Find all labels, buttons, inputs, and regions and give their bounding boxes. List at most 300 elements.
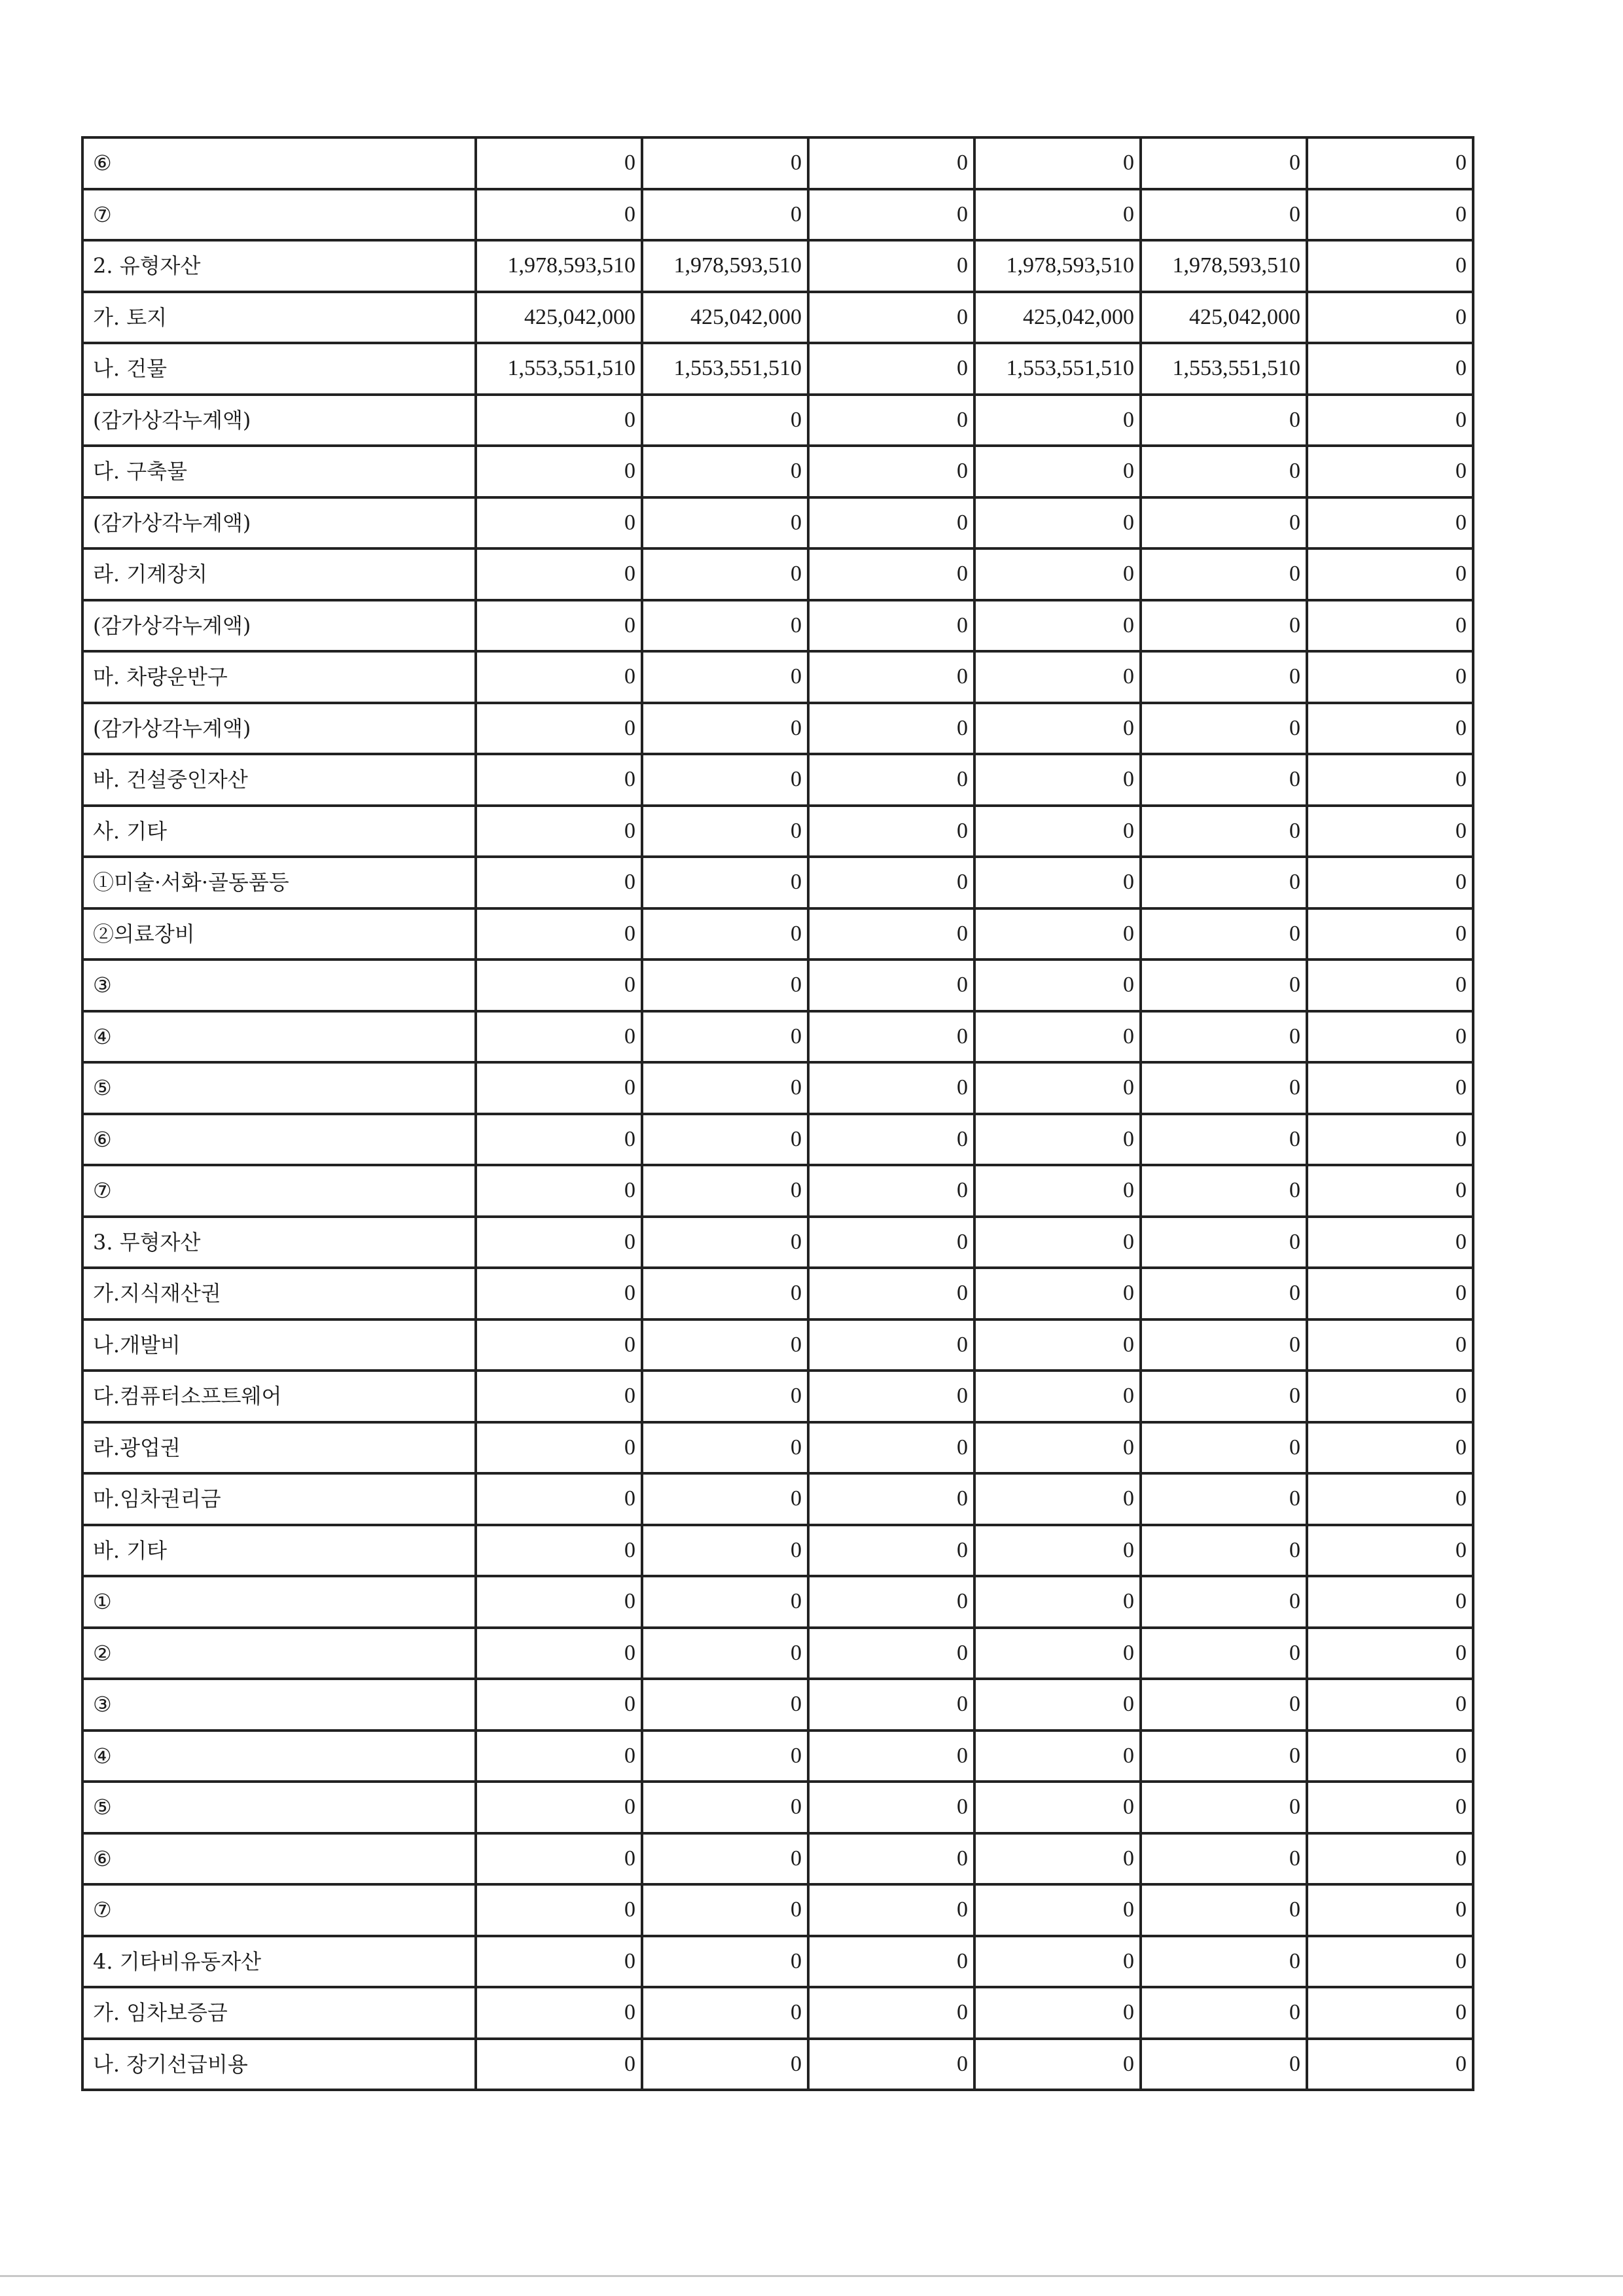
amount-cell: 0 [808, 1371, 974, 1422]
amount-cell: 0 [1307, 1884, 1473, 1936]
amount-cell: 0 [974, 908, 1141, 960]
row-label: ③ [82, 960, 476, 1011]
row-label: (감가상각누계액) [82, 497, 476, 549]
amount-cell: 0 [642, 1319, 808, 1371]
amount-cell: 0 [642, 395, 808, 446]
amount-cell: 0 [808, 548, 974, 600]
amount-cell: 0 [1307, 1165, 1473, 1217]
row-label: ④ [82, 1011, 476, 1063]
amount-cell: 0 [808, 1782, 974, 1833]
amount-cell: 0 [642, 548, 808, 600]
amount-cell: 0 [808, 189, 974, 241]
amount-cell: 0 [476, 1371, 642, 1422]
amount-cell: 0 [1307, 1473, 1473, 1525]
amount-cell: 0 [808, 343, 974, 395]
amount-cell: 0 [808, 2039, 974, 2090]
table-row [82, 1987, 1473, 2039]
row-label: 라.광업권 [82, 1422, 476, 1474]
amount-cell: 0 [1307, 1217, 1473, 1268]
amount-cell: 0 [642, 1987, 808, 2039]
amount-cell: 0 [642, 908, 808, 960]
row-label: 나. 장기선급비용 [82, 2039, 476, 2090]
amount-cell: 0 [642, 1679, 808, 1731]
amount-cell: 0 [1307, 1833, 1473, 1885]
table-row [82, 497, 1473, 549]
amount-cell: 0 [1307, 1525, 1473, 1577]
table-row [82, 2039, 1473, 2090]
amount-cell: 0 [1307, 1731, 1473, 1782]
amount-cell: 0 [1307, 806, 1473, 857]
amount-cell: 0 [974, 1422, 1141, 1474]
amount-cell: 0 [974, 703, 1141, 755]
amount-cell: 0 [808, 754, 974, 806]
row-label: 바. 건설중인자산 [82, 754, 476, 806]
amount-cell: 0 [642, 189, 808, 241]
row-label: ①미술·서화·골동품등 [82, 857, 476, 908]
amount-cell: 0 [974, 1833, 1141, 1885]
amount-cell: 0 [476, 1833, 642, 1885]
amount-cell: 0 [1141, 1525, 1307, 1577]
amount-cell: 0 [1141, 1268, 1307, 1319]
amount-cell: 0 [476, 1576, 642, 1628]
amount-cell: 0 [808, 1319, 974, 1371]
amount-cell: 0 [974, 1165, 1141, 1217]
table-row [82, 1833, 1473, 1885]
amount-cell: 0 [1141, 754, 1307, 806]
amount-cell: 0 [1307, 1628, 1473, 1679]
amount-cell: 0 [1141, 1884, 1307, 1936]
row-label: ⑤ [82, 1782, 476, 1833]
amount-cell: 0 [642, 1011, 808, 1063]
amount-cell: 0 [974, 2039, 1141, 2090]
amount-cell: 0 [476, 497, 642, 549]
amount-cell: 0 [808, 1062, 974, 1114]
amount-cell: 0 [974, 600, 1141, 652]
amount-cell: 0 [808, 1679, 974, 1731]
row-label: ⑥ [82, 137, 476, 189]
table-row [82, 395, 1473, 446]
amount-cell: 1,553,551,510 [642, 343, 808, 395]
amount-cell: 0 [476, 2039, 642, 2090]
amount-cell: 0 [476, 548, 642, 600]
amount-cell: 0 [808, 1473, 974, 1525]
amount-cell: 0 [1141, 651, 1307, 703]
amount-cell: 0 [642, 1731, 808, 1782]
amount-cell: 0 [974, 1114, 1141, 1166]
amount-cell: 0 [476, 600, 642, 652]
amount-cell: 0 [1141, 600, 1307, 652]
amount-cell: 0 [1141, 1062, 1307, 1114]
amount-cell: 0 [1307, 754, 1473, 806]
table-row [82, 908, 1473, 960]
amount-cell: 0 [1141, 1987, 1307, 2039]
amount-cell: 0 [642, 1268, 808, 1319]
row-label: ③ [82, 1679, 476, 1731]
table-row [82, 1628, 1473, 1679]
amount-cell: 0 [1307, 1011, 1473, 1063]
amount-cell: 0 [974, 1268, 1141, 1319]
amount-cell: 0 [808, 1217, 974, 1268]
amount-cell: 0 [642, 1936, 808, 1988]
row-label: ② [82, 1628, 476, 1679]
row-label: 다.컴퓨터소프트웨어 [82, 1371, 476, 1422]
amount-cell: 0 [1307, 1936, 1473, 1988]
amount-cell: 425,042,000 [476, 292, 642, 344]
amount-cell: 0 [476, 651, 642, 703]
amount-cell: 0 [974, 1319, 1141, 1371]
amount-cell: 0 [1307, 497, 1473, 549]
amount-cell: 0 [974, 960, 1141, 1011]
table-row [82, 1319, 1473, 1371]
amount-cell: 0 [1307, 1679, 1473, 1731]
amount-cell: 0 [642, 1422, 808, 1474]
amount-cell: 0 [476, 1628, 642, 1679]
amount-cell: 0 [1307, 1422, 1473, 1474]
table-row [82, 1936, 1473, 1988]
amount-cell: 0 [1141, 1473, 1307, 1525]
table-row [82, 1679, 1473, 1731]
amount-cell: 0 [1141, 908, 1307, 960]
table-row [82, 292, 1473, 344]
table-row [82, 1011, 1473, 1063]
amount-cell: 0 [476, 1884, 642, 1936]
amount-cell: 0 [642, 1114, 808, 1166]
table-row [82, 703, 1473, 755]
amount-cell: 0 [1141, 1371, 1307, 1422]
row-label: ⑦ [82, 189, 476, 241]
row-label: 2. 유형자산 [82, 240, 476, 292]
amount-cell: 0 [1141, 960, 1307, 1011]
row-label: 라. 기계장치 [82, 548, 476, 600]
amount-cell: 0 [974, 1731, 1141, 1782]
amount-cell: 0 [1307, 651, 1473, 703]
amount-cell: 0 [1307, 1268, 1473, 1319]
amount-cell: 0 [808, 395, 974, 446]
table-row [82, 1731, 1473, 1782]
amount-cell: 0 [1141, 1576, 1307, 1628]
amount-cell: 0 [1141, 806, 1307, 857]
row-label: 다. 구축물 [82, 446, 476, 497]
amount-cell: 0 [808, 1268, 974, 1319]
amount-cell: 0 [1141, 548, 1307, 600]
amount-cell: 0 [476, 806, 642, 857]
row-label: (감가상각누계액) [82, 703, 476, 755]
financial-statement-table [81, 136, 1474, 2091]
amount-cell: 0 [642, 1371, 808, 1422]
amount-cell: 0 [476, 1319, 642, 1371]
amount-cell: 0 [1307, 1062, 1473, 1114]
amount-cell: 0 [642, 703, 808, 755]
table-row [82, 1525, 1473, 1577]
amount-cell: 0 [1307, 908, 1473, 960]
amount-cell: 0 [642, 1628, 808, 1679]
amount-cell: 0 [1141, 1422, 1307, 1474]
amount-cell: 0 [1307, 446, 1473, 497]
amount-cell: 0 [1307, 857, 1473, 908]
amount-cell: 0 [1141, 1782, 1307, 1833]
amount-cell: 0 [476, 703, 642, 755]
table-row [82, 1782, 1473, 1833]
amount-cell: 0 [1141, 1114, 1307, 1166]
amount-cell: 0 [642, 1525, 808, 1577]
table-row [82, 1473, 1473, 1525]
amount-cell: 0 [974, 548, 1141, 600]
table-row [82, 1165, 1473, 1217]
amount-cell: 1,978,593,510 [1141, 240, 1307, 292]
amount-cell: 0 [476, 189, 642, 241]
amount-cell: 0 [974, 651, 1141, 703]
amount-cell: 0 [476, 1936, 642, 1988]
amount-cell: 0 [1307, 1576, 1473, 1628]
row-label: ⑥ [82, 1833, 476, 1885]
amount-cell: 1,553,551,510 [476, 343, 642, 395]
amount-cell: 0 [1141, 2039, 1307, 2090]
table-row [82, 1884, 1473, 1936]
table-row [82, 137, 1473, 189]
amount-cell: 0 [974, 1473, 1141, 1525]
amount-cell: 0 [808, 446, 974, 497]
row-label: 나.개발비 [82, 1319, 476, 1371]
amount-cell: 0 [642, 806, 808, 857]
amount-cell: 1,553,551,510 [974, 343, 1141, 395]
amount-cell: 0 [642, 1473, 808, 1525]
amount-cell: 0 [974, 189, 1141, 241]
amount-cell: 0 [1307, 1371, 1473, 1422]
row-label: ②의료장비 [82, 908, 476, 960]
amount-cell: 0 [1307, 189, 1473, 241]
table-row [82, 343, 1473, 395]
amount-cell: 0 [642, 137, 808, 189]
amount-cell: 1,978,593,510 [974, 240, 1141, 292]
row-label: 사. 기타 [82, 806, 476, 857]
amount-cell: 0 [1141, 1319, 1307, 1371]
amount-cell: 0 [642, 1782, 808, 1833]
amount-cell: 0 [476, 908, 642, 960]
amount-cell: 0 [642, 960, 808, 1011]
amount-cell: 0 [974, 1936, 1141, 1988]
amount-cell: 0 [974, 137, 1141, 189]
amount-cell: 0 [1141, 137, 1307, 189]
amount-cell: 0 [1307, 1114, 1473, 1166]
amount-cell: 0 [974, 395, 1141, 446]
row-label: ⑦ [82, 1884, 476, 1936]
amount-cell: 0 [1307, 1782, 1473, 1833]
amount-cell: 0 [974, 1576, 1141, 1628]
table-row [82, 960, 1473, 1011]
amount-cell: 0 [476, 960, 642, 1011]
amount-cell: 0 [1141, 1731, 1307, 1782]
amount-cell: 0 [974, 857, 1141, 908]
amount-cell: 0 [974, 1679, 1141, 1731]
table-row [82, 806, 1473, 857]
amount-cell: 0 [808, 806, 974, 857]
amount-cell: 0 [1307, 600, 1473, 652]
amount-cell: 0 [1141, 1679, 1307, 1731]
amount-cell: 0 [476, 1011, 642, 1063]
amount-cell: 0 [808, 1114, 974, 1166]
amount-cell: 425,042,000 [642, 292, 808, 344]
amount-cell: 0 [1141, 395, 1307, 446]
row-label: ① [82, 1576, 476, 1628]
amount-cell: 0 [1307, 395, 1473, 446]
amount-cell: 0 [808, 651, 974, 703]
amount-cell: 1,553,551,510 [1141, 343, 1307, 395]
amount-cell: 0 [476, 1165, 642, 1217]
amount-cell: 0 [1141, 497, 1307, 549]
table-row [82, 1371, 1473, 1422]
amount-cell: 0 [642, 1576, 808, 1628]
table-row [82, 189, 1473, 241]
row-label: 가. 임차보증금 [82, 1987, 476, 2039]
row-label: ⑥ [82, 1114, 476, 1166]
amount-cell: 0 [1307, 1319, 1473, 1371]
table-body [82, 137, 1473, 2090]
amount-cell: 0 [974, 1371, 1141, 1422]
amount-cell: 0 [808, 857, 974, 908]
amount-cell: 0 [642, 2039, 808, 2090]
amount-cell: 0 [808, 1165, 974, 1217]
amount-cell: 0 [808, 1884, 974, 1936]
amount-cell: 0 [974, 754, 1141, 806]
amount-cell: 0 [1307, 548, 1473, 600]
amount-cell: 0 [642, 651, 808, 703]
amount-cell: 0 [808, 497, 974, 549]
amount-cell: 0 [974, 497, 1141, 549]
amount-cell: 0 [642, 1217, 808, 1268]
amount-cell: 0 [808, 960, 974, 1011]
amount-cell: 0 [808, 292, 974, 344]
row-label: ⑤ [82, 1062, 476, 1114]
amount-cell: 0 [808, 1576, 974, 1628]
amount-cell: 0 [974, 1525, 1141, 1577]
amount-cell: 0 [1307, 960, 1473, 1011]
table-row [82, 754, 1473, 806]
amount-cell: 0 [642, 600, 808, 652]
table-row [82, 240, 1473, 292]
amount-cell: 0 [974, 1062, 1141, 1114]
amount-cell: 0 [476, 395, 642, 446]
amount-cell: 0 [1141, 1217, 1307, 1268]
amount-cell: 0 [974, 446, 1141, 497]
amount-cell: 0 [1307, 703, 1473, 755]
amount-cell: 0 [808, 908, 974, 960]
amount-cell: 0 [642, 1884, 808, 1936]
amount-cell: 0 [476, 1782, 642, 1833]
row-label: 나. 건물 [82, 343, 476, 395]
amount-cell: 0 [808, 1833, 974, 1885]
amount-cell: 0 [974, 1217, 1141, 1268]
amount-cell: 425,042,000 [974, 292, 1141, 344]
amount-cell: 0 [974, 1782, 1141, 1833]
amount-cell: 0 [1307, 1987, 1473, 2039]
amount-cell: 0 [1141, 1833, 1307, 1885]
row-label: 4. 기타비유동자산 [82, 1936, 476, 1988]
amount-cell: 0 [808, 703, 974, 755]
amount-cell: 0 [1141, 703, 1307, 755]
amount-cell: 1,978,593,510 [642, 240, 808, 292]
amount-cell: 0 [808, 1628, 974, 1679]
amount-cell: 0 [642, 1833, 808, 1885]
table-row [82, 1422, 1473, 1474]
row-label: 가. 토지 [82, 292, 476, 344]
row-label: ⑦ [82, 1165, 476, 1217]
amount-cell: 0 [974, 806, 1141, 857]
amount-cell: 0 [808, 240, 974, 292]
amount-cell: 0 [1307, 240, 1473, 292]
table-row [82, 1268, 1473, 1319]
amount-cell: 0 [974, 1884, 1141, 1936]
amount-cell: 0 [642, 1062, 808, 1114]
amount-cell: 0 [808, 1422, 974, 1474]
amount-cell: 0 [642, 497, 808, 549]
amount-cell: 0 [808, 1936, 974, 1988]
amount-cell: 0 [1307, 343, 1473, 395]
table-row [82, 1217, 1473, 1268]
row-label: 마.임차권리금 [82, 1473, 476, 1525]
amount-cell: 0 [974, 1011, 1141, 1063]
amount-cell: 0 [476, 1473, 642, 1525]
scan-edge-line [0, 2275, 1623, 2277]
amount-cell: 0 [476, 857, 642, 908]
amount-cell: 0 [1307, 2039, 1473, 2090]
amount-cell: 0 [1307, 137, 1473, 189]
table-row [82, 1114, 1473, 1166]
row-label: ④ [82, 1731, 476, 1782]
table-row [82, 1576, 1473, 1628]
row-label: 3. 무형자산 [82, 1217, 476, 1268]
amount-cell: 0 [476, 1268, 642, 1319]
amount-cell: 0 [642, 1165, 808, 1217]
table-row [82, 600, 1473, 652]
table-row [82, 1062, 1473, 1114]
amount-cell: 0 [1141, 1011, 1307, 1063]
amount-cell: 0 [974, 1628, 1141, 1679]
amount-cell: 0 [808, 600, 974, 652]
amount-cell: 0 [642, 857, 808, 908]
amount-cell: 0 [808, 1731, 974, 1782]
amount-cell: 0 [476, 1422, 642, 1474]
amount-cell: 0 [808, 1011, 974, 1063]
row-label: (감가상각누계액) [82, 395, 476, 446]
amount-cell: 0 [476, 1217, 642, 1268]
row-label: 마. 차량운반구 [82, 651, 476, 703]
amount-cell: 0 [974, 1987, 1141, 2039]
amount-cell: 0 [1141, 1165, 1307, 1217]
amount-cell: 0 [808, 1525, 974, 1577]
table-row [82, 446, 1473, 497]
amount-cell: 0 [476, 1525, 642, 1577]
amount-cell: 0 [476, 1114, 642, 1166]
amount-cell: 0 [476, 446, 642, 497]
amount-cell: 0 [476, 754, 642, 806]
amount-cell: 0 [1141, 1936, 1307, 1988]
amount-cell: 0 [476, 1731, 642, 1782]
amount-cell: 0 [476, 1679, 642, 1731]
amount-cell: 0 [1141, 1628, 1307, 1679]
amount-cell: 0 [1307, 292, 1473, 344]
row-label: 가.지식재산권 [82, 1268, 476, 1319]
amount-cell: 0 [808, 137, 974, 189]
amount-cell: 0 [1141, 189, 1307, 241]
amount-cell: 1,978,593,510 [476, 240, 642, 292]
amount-cell: 0 [476, 1987, 642, 2039]
amount-cell: 0 [642, 754, 808, 806]
amount-cell: 0 [476, 1062, 642, 1114]
table-row [82, 651, 1473, 703]
row-label: (감가상각누계액) [82, 600, 476, 652]
row-label: 바. 기타 [82, 1525, 476, 1577]
amount-cell: 0 [642, 446, 808, 497]
